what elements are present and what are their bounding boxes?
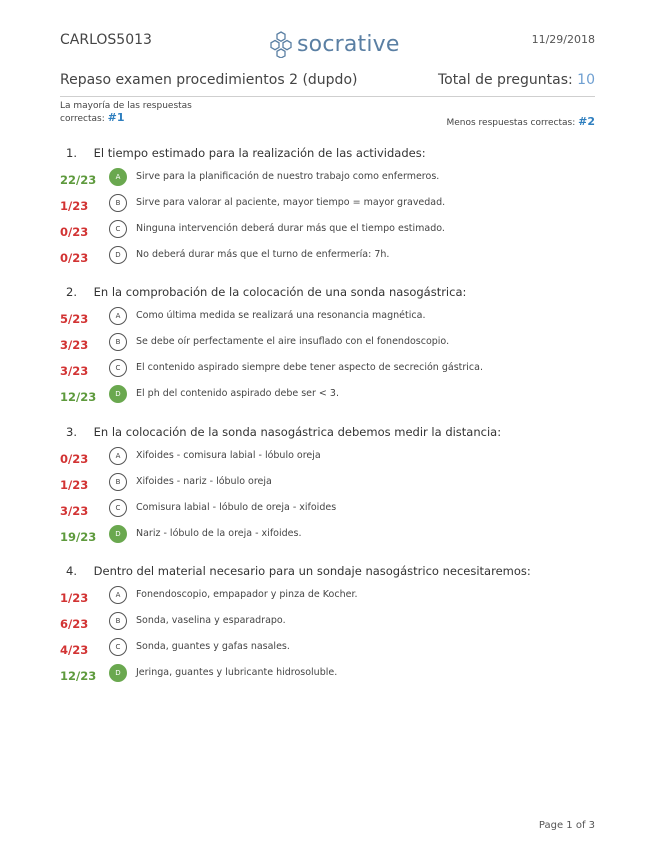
answer-row [60, 359, 615, 385]
answer-score: 22/23 [60, 173, 97, 187]
logo-text: socrative [297, 31, 400, 57]
answer-letter: C [109, 359, 127, 377]
answer-text: El ph del contenido aspirado debe ser < 3. [136, 388, 339, 399]
question-text: En la colocación de la sonda nasogástrica debemos medir la distancia: [93, 425, 502, 439]
header-user: CARLOS5013 [60, 32, 152, 48]
answer-letter: B [109, 473, 127, 491]
answer-text: Sirve para valorar al paciente, mayor tiempo = mayor gravedad. [136, 197, 446, 208]
answer-row [60, 168, 615, 194]
answer-score: 1/23 [60, 199, 89, 213]
answer-row [60, 525, 615, 551]
question-number: 3. [66, 425, 77, 439]
answer-text: Comisura labial - lóbulo de oreja - xifoides [136, 502, 337, 513]
answer-score: 19/23 [60, 530, 97, 544]
answer-text: No deberá durar más que el turno de enfermería: 7h. [136, 249, 390, 260]
answer-letter: A [109, 447, 127, 465]
answer-row [60, 385, 615, 411]
total-questions-value: 10 [577, 72, 595, 88]
total-questions [438, 72, 595, 88]
answer-row [60, 220, 615, 246]
most-correct-label: La mayoría de las respuestas correctas: [60, 101, 192, 124]
question-title [60, 564, 615, 586]
question-text: En la comprobación de la colocación de una sonda nasogástrica: [93, 285, 467, 299]
most-correct-summary [60, 101, 230, 125]
answer-row [60, 473, 615, 499]
answer-row [60, 612, 615, 638]
answer-row [60, 246, 615, 272]
answer-score: 1/23 [60, 591, 89, 605]
report-date: 11/29/2018 [531, 33, 595, 46]
answer-score: 3/23 [60, 364, 89, 378]
answer-text: Sonda, vaselina y esparadrapo. [136, 615, 286, 626]
answer-letter: A [109, 586, 127, 604]
answer-letter-correct: D [109, 525, 127, 543]
answer-letter: C [109, 638, 127, 656]
answer-letter: B [109, 194, 127, 212]
socrative-logo [268, 30, 400, 58]
answer-row [60, 638, 615, 664]
answer-score: 4/23 [60, 643, 89, 657]
question-title [60, 285, 615, 307]
answer-row [60, 664, 615, 690]
question-text: El tiempo estimado para la realización de las actividades: [93, 146, 426, 160]
question-number: 2. [66, 285, 77, 299]
question-1 [60, 146, 615, 272]
least-correct-rank: #2 [578, 115, 595, 128]
answer-score: 0/23 [60, 452, 89, 466]
answer-text: Se debe oír perfectamente el aire insuflado con el fonendoscopio. [136, 336, 450, 347]
answer-row [60, 333, 615, 359]
answer-score: 3/23 [60, 504, 89, 518]
least-correct-summary [446, 115, 595, 128]
answer-text: Xifoides - nariz - lóbulo oreja [136, 476, 272, 487]
answer-row [60, 447, 615, 473]
total-questions-label: Total de preguntas: [437, 72, 573, 88]
answer-score: 1/23 [60, 478, 89, 492]
answer-row [60, 194, 615, 220]
answer-text: Ninguna intervención deberá durar más que el tiempo estimado. [136, 223, 445, 234]
question-3 [60, 425, 615, 551]
answer-letter: C [109, 220, 127, 238]
answer-row [60, 499, 615, 525]
answer-letter: D [109, 246, 127, 264]
answer-letter: B [109, 612, 127, 630]
answer-score: 0/23 [60, 251, 89, 265]
answer-letter-correct: D [109, 664, 127, 682]
answer-score: 5/23 [60, 312, 89, 326]
answer-letter-correct: D [109, 385, 127, 403]
answer-text: Jeringa, guantes y lubricante hidrosoluble. [136, 667, 338, 678]
hexagon-logo-icon [268, 30, 294, 58]
answer-score: 3/23 [60, 338, 89, 352]
answer-text: Fonendoscopio, empapador y pinza de Kocher. [136, 589, 358, 600]
answer-text: Nariz - lóbulo de la oreja - xifoides. [136, 528, 302, 539]
answer-letter: A [109, 307, 127, 325]
answer-score: 0/23 [60, 225, 89, 239]
page-number: Page 1 of 3 [538, 820, 595, 831]
answer-text: Sonda, guantes y gafas nasales. [136, 641, 290, 652]
question-number: 4. [66, 564, 77, 578]
answer-letter: C [109, 499, 127, 517]
question-2 [60, 285, 615, 411]
answer-letter-correct: A [109, 168, 127, 186]
answer-row [60, 307, 615, 333]
answer-text: Como última medida se realizará una resonancia magnética. [136, 310, 426, 321]
title-row [60, 72, 595, 97]
answer-score: 6/23 [60, 617, 89, 631]
question-title [60, 425, 615, 447]
question-title [60, 146, 615, 168]
question-number: 1. [66, 146, 77, 160]
answer-text: Sirve para la planificación de nuestro trabajo como enfermeros. [136, 171, 440, 182]
answer-text: Xifoides - comisura labial - lóbulo oreja [136, 450, 321, 461]
answer-row [60, 586, 615, 612]
most-correct-rank: #1 [107, 111, 125, 124]
question-text: Dentro del material necesario para un sondaje nasogástrico necesitaremos: [93, 564, 531, 578]
answer-score: 12/23 [60, 390, 97, 404]
answer-text: El contenido aspirado siempre debe tener aspecto de secreción gástrica. [136, 362, 483, 373]
answer-letter: B [109, 333, 127, 351]
answer-score: 12/23 [60, 669, 97, 683]
least-correct-label: Menos respuestas correctas: [446, 118, 576, 128]
question-4 [60, 564, 615, 690]
quiz-title: Repaso examen procedimientos 2 (dupdo) [60, 72, 358, 88]
